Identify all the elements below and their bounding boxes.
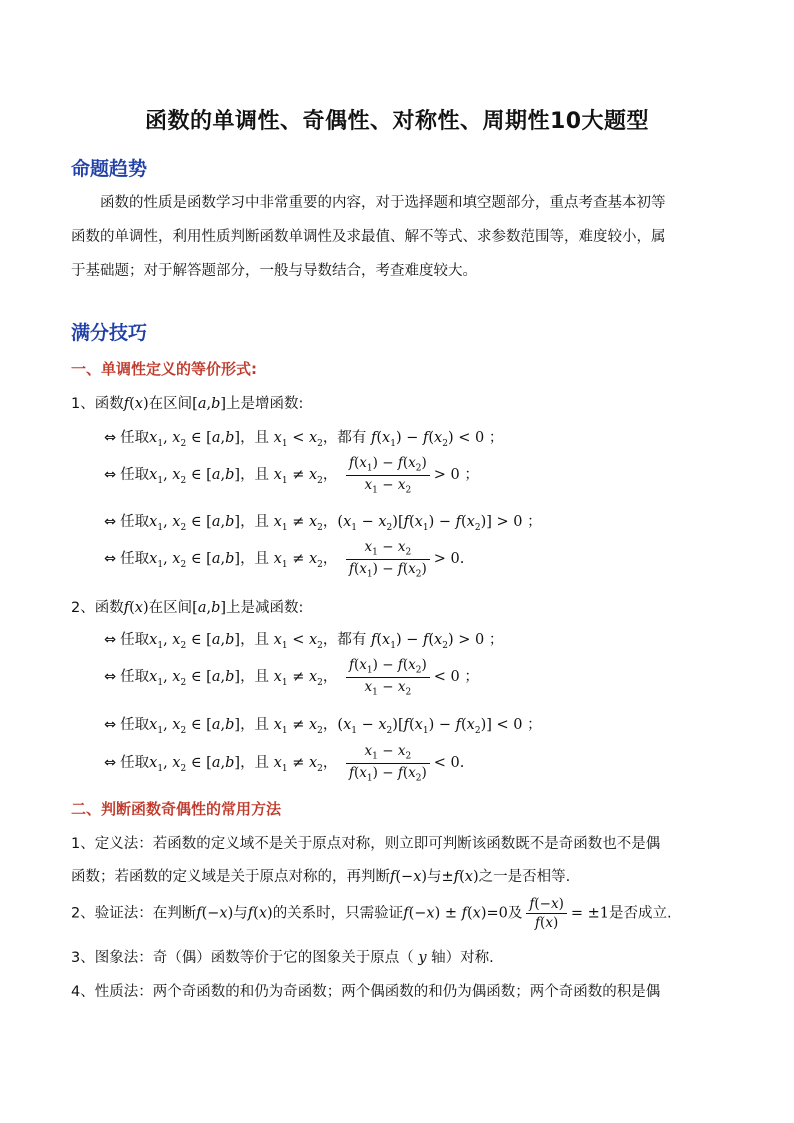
trend-paragraph-line-2: 函数的单调性，利用性质判断函数单调性及求最值、解不等式、求参数范围等，难度较小，属: [71, 229, 666, 245]
decreasing-condition-3: ⇔ 任取$x_1$, $x_2$ ∈ [a,b]，且 $x_1 \ne x_2$，$(x_1 - x_2)[f(x_1) - f(x_2)] < 0$ ；: [104, 717, 542, 736]
method-2-line: 2、验证法：在判断f(−x)与f(x)的关系时，只需验证f(−x) ± f(x)=0及 $\frac{f(-x)}{f(x)}$ = ±1是否成立.: [71, 896, 672, 931]
page-title: 函数的单调性、奇偶性、对称性、周期性10大题型: [144, 109, 650, 134]
method-1-line-2: 函数；若函数的定义域是关于原点对称的，再判断f(−x)与±f(x)之一是否相等.: [71, 869, 571, 885]
increasing-condition-2: ⇔ 任取$x_1$, $x_2$ ∈ [a,b]，且 $x_1 \ne x_2$， $\frac{f(x_1) - f(x_2)}{x_1 - x_2}$ > 0 ；: [104, 455, 479, 496]
trend-paragraph-line-1: 函数的性质是函数学习中非常重要的内容，对于选择题和填空题部分，重点考查基本初等: [100, 195, 666, 211]
increasing-condition-1: ⇔ 任取$x_1$, $x_2$ ∈ [a,b]，且 $x_1 < x_2$，都有 $f(x_1) - f(x_2) < 0$ ；: [104, 430, 504, 449]
decreasing-condition-1: ⇔ 任取$x_1$, $x_2$ ∈ [a,b]，且 $x_1 < x_2$，都有 $f(x_1) - f(x_2) > 0$ ；: [104, 632, 504, 651]
method-4-line: 4、性质法：两个奇函数的和仍为奇函数；两个偶函数的和仍为偶函数；两个奇函数的积是偶: [71, 984, 661, 1000]
increasing-condition-4: ⇔ 任取$x_1$, $x_2$ ∈ [a,b]，且 $x_1 \ne x_2$， $\frac{x_1 - x_2}{f(x_1) - f(x_2)}$ > 0.: [104, 539, 465, 580]
section-heading-trend: 命题趋势: [71, 158, 148, 180]
increasing-function-statement: 1、函数f(x)在区间[a,b]上是增函数:: [71, 396, 304, 412]
decreasing-condition-4: ⇔ 任取$x_1$, $x_2$ ∈ [a,b]，且 $x_1 \ne x_2$， $\frac{x_1 - x_2}{f(x_1) - f(x_2)}$ < 0.: [104, 743, 465, 784]
decreasing-function-statement: 2、函数f(x)在区间[a,b]上是减函数:: [71, 600, 304, 616]
subheading-monotonic-forms: 一、单调性定义的等价形式:: [71, 360, 257, 378]
decreasing-condition-2: ⇔ 任取$x_1$, $x_2$ ∈ [a,b]，且 $x_1 \ne x_2$， $\frac{f(x_1) - f(x_2)}{x_1 - x_2}$ < 0 ；: [104, 657, 479, 698]
method-1-line-1: 1、定义法：若函数的定义域不是关于原点对称，则立即可判断该函数既不是奇函数也不是偶: [71, 836, 661, 852]
section-heading-skills: 满分技巧: [71, 322, 148, 344]
increasing-condition-3: ⇔ 任取$x_1$, $x_2$ ∈ [a,b]，且 $x_1 \ne x_2$，$(x_1 - x_2)[f(x_1) - f(x_2)] > 0$ ；: [104, 514, 542, 533]
trend-paragraph-line-3: 于基础题；对于解答题部分，一般与导数结合，考查难度较大。: [71, 263, 477, 279]
method-3-line: 3、图象法：奇（偶）函数等价于它的图象关于原点（ y 轴）对称.: [71, 950, 494, 966]
subheading-parity-methods: 二、判断函数奇偶性的常用方法: [71, 800, 282, 818]
